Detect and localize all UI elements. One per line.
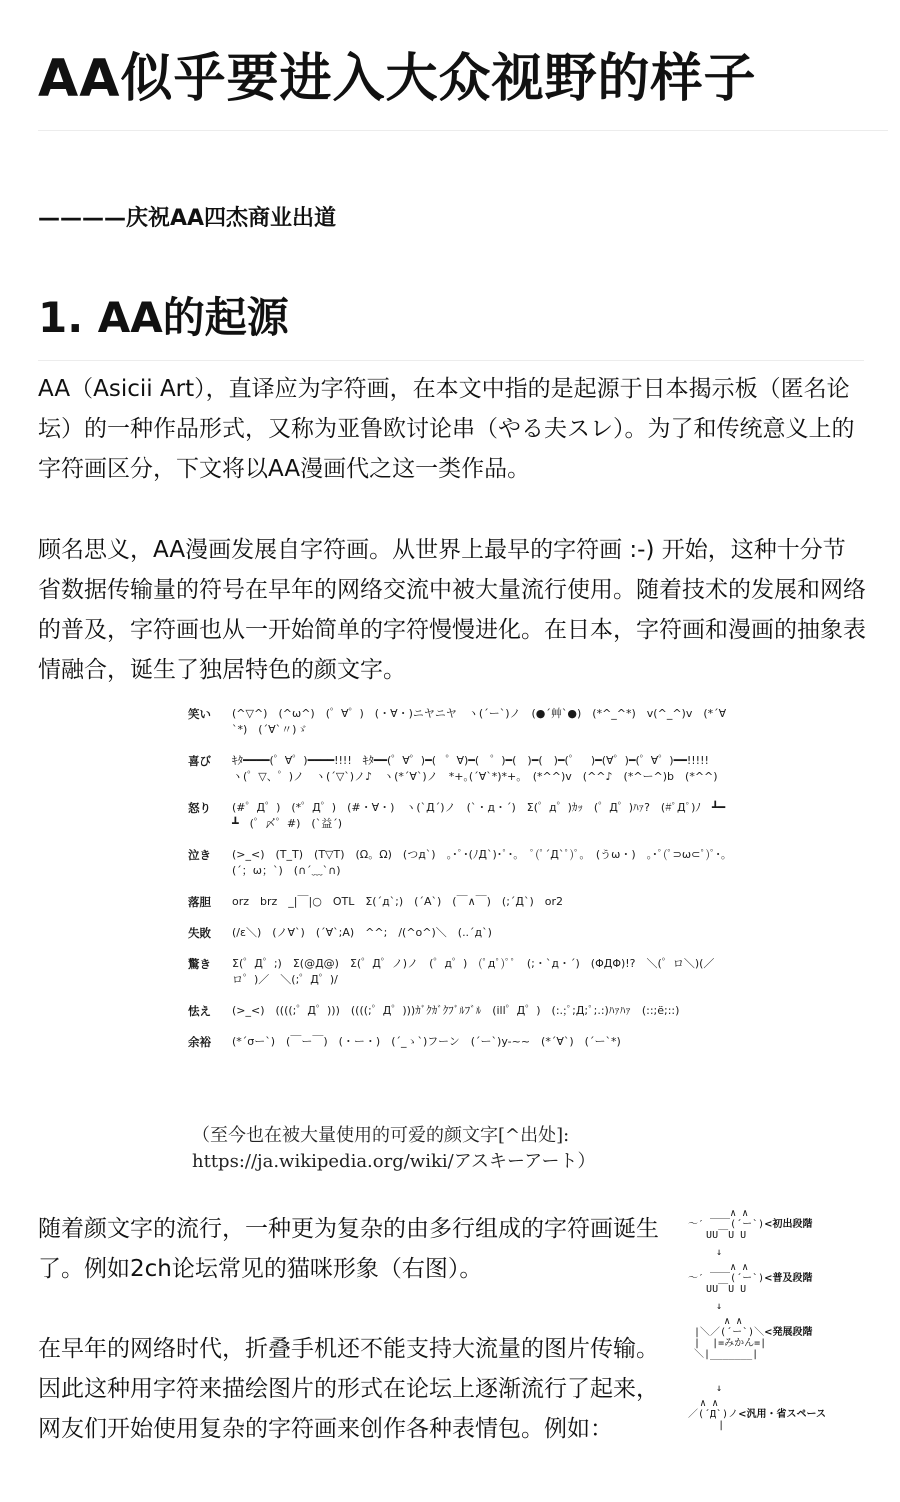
cat-feet: UU￣U U — [688, 1284, 747, 1295]
paragraph-early-internet: 在早年的网络时代，折叠手机还不能支持大流量的图片传输。因此这种用字符来描绘图片的形式在论坛上逐渐流行了起来，网友们开始使用复杂的字符画来创作各种表情包。例如： — [38, 1336, 659, 1442]
emoticon-caption: （至今也在被大量使用的可爱的颜文字[^出处]: https://ja.wikipedia.org/wiki/アスキーアート） — [192, 1125, 596, 1172]
page-title: AA似乎要进入大众视野的样子 — [38, 49, 757, 109]
cat-stage-label: <初出段階 — [764, 1219, 813, 1230]
cat-feet: | |=みかん=| ＼|_______| — [694, 1338, 767, 1360]
emoticon-row — [188, 800, 728, 832]
cat-art: ∧ ∧ ～′ ￣￣(´ー`) — [688, 1262, 765, 1284]
emoticon-category: 喜び — [188, 754, 211, 768]
paragraph-aa-history: 顾名思义，AA漫画发展自字符画。从世界上最早的字符画 :-) 开始，这种十分节省数据传输量的符号在早年的网络交流中被大量流行使用。随着技术的发展和网络的普及，字符画也从一开始简单的字符慢慢进化。在日本，字符画和漫画的抽象表情融合，诞生了独居特色的颜文字。 — [38, 537, 866, 683]
emoticon-category: 落胆 — [188, 895, 211, 909]
title-divider — [38, 130, 888, 131]
emoticon-table-image — [188, 706, 738, 1065]
emoticon-list: (*´σー`) (￣ー￣) (・ー・) (´_ゝ`)フーン (´ー`)y-~~ (*´∀`) (´ー`*) — [232, 1035, 621, 1048]
section-heading: 1. AA的起源 — [38, 293, 289, 342]
down-arrow-icon: ↓ — [716, 1383, 723, 1394]
cat-evolution-image — [688, 1208, 888, 1440]
down-arrow-icon: ↓ — [716, 1301, 723, 1312]
emoticon-list: ｷﾀ━━━━(゜∀゜)━━━━!!!! ｷﾀ━━(゜∀゜)━( ゜∀)━( ゜)━( )━( )━(゜ )━(∀゜)━(゜∀゜)━━!!!!! ヽ(゜▽、゜)ノ ヽ(´▽`)ノ♪ ヽ(*´∀`)ノ *+｡(´∀`*)*+｡ (*^^)v (^^♪ (*^ー^)b (*^^) — [232, 754, 720, 783]
emoticon-row — [188, 894, 728, 910]
down-arrow-icon: ↓ — [716, 1247, 723, 1258]
paragraph-aa-definition: AA（Asicii Art），直译应为字符画，在本文中指的是起源于日本揭示板（匿名论坛）的一种作品形式，又称为亚鲁欧讨论串（やる夫スレ）。为了和传统意义上的字符画区分，下文将以AA漫画代之这一类作品。 — [38, 376, 855, 482]
emoticon-list: (>_<) (T_T) (T▽T) (Ω。Ω) (つд`) ｡･ﾟ･(ﾉД`)･ﾟ･｡ ﾟ(ﾟ´Д`ﾟ)ﾟ｡ (うω・) ｡･ﾟ(ﾟ⊃ω⊂ﾟ)ﾟ･｡ (´；ω；`) (∩´﹏`∩) — [232, 848, 738, 877]
section-divider — [38, 360, 864, 361]
emoticon-category: 失敗 — [188, 926, 211, 940]
emoticon-row — [188, 956, 728, 988]
emoticon-list: (/ε＼) (ノ∀`) (´∀`;A) ^^; /(^o^)＼ (..´д`) — [232, 926, 492, 939]
cat-stage — [688, 1262, 888, 1295]
emoticon-list: orz brz _|￣|○ OTL Σ(´д`;) (´A`) (￣∧￣) (;´Д`) or2 — [232, 895, 564, 908]
emoticon-category: 驚き — [188, 957, 211, 971]
emoticon-list: (^▽^) (^ω^) (゜∀゜) (・∀・)ニヤニヤ ヽ(´ー`)ノ (●´艸`●) (*^_^*) v(^_^)v (*´∀`*) (´∀`〃)ゞ — [232, 707, 727, 736]
emoticon-category: 怒り — [188, 801, 211, 815]
cat-art: ∧ ∧ |＼／(´ー`)＼ — [694, 1316, 765, 1338]
emoticon-category: 笑い — [188, 707, 211, 721]
cat-stage — [688, 1208, 888, 1241]
emoticon-category: 怯え — [188, 1004, 211, 1018]
cat-feet: UU￣U U — [688, 1230, 747, 1241]
subtitle: ————庆祝AA四杰商业出道 — [38, 206, 337, 231]
cat-art: ∧ ∧ ／(´Д`)ノ — [688, 1398, 739, 1420]
cat-stage — [688, 1398, 888, 1431]
emoticon-row — [188, 925, 728, 941]
emoticon-list: (>_<) ((((;゜Д゜))) ((((;゜Д゜)))ｶﾞｸｶﾞｸﾌﾞﾙﾌﾞﾙ (ill゜Д゜) (:.;ﾟ;Д;ﾟ;.:)ﾊｧﾊｧ (::;ё;::) — [232, 1004, 680, 1017]
paragraph-multiline-aa: 随着颜文字的流行，一种更为复杂的由多行组成的字符画诞生了。例如2ch论坛常见的猫咪形象（右图）。 — [38, 1216, 659, 1282]
emoticon-row — [188, 753, 728, 785]
emoticon-row — [188, 847, 738, 879]
cat-stage-label: <普及段階 — [764, 1273, 813, 1284]
cat-stage — [688, 1316, 888, 1360]
emoticon-row — [188, 1034, 728, 1050]
emoticon-row — [188, 1003, 728, 1019]
emoticon-category: 泣き — [188, 848, 211, 862]
cat-feet: | — [688, 1420, 725, 1431]
emoticon-list: (#゜Д゜) (*゜Д゜) (#・∀・) ヽ(`Д´)ノ (`・д・´) Σ(゜д゜)ｶｯ (゜Д゜)ﾊｧ? (#ﾟДﾟ)ﾉ ┻━┻ (゜〆゜#) (`益´) — [232, 801, 726, 830]
emoticon-row — [188, 706, 728, 738]
cat-art: ∧ ∧ ～′ ￣￣(´ー`) — [688, 1208, 765, 1230]
emoticon-list: Σ(゜Д゜;) Σ(@Д@) Σ(゜Д゜ノ)ノ (゜д゜) (ﾟдﾟ)ﾟﾟ (;・`д・´) (ΦДΦ)!? ＼(゜ロ＼)(／ロ゜)／ ＼(;゜Д゜)/ — [232, 957, 715, 986]
emoticon-category: 余裕 — [188, 1035, 211, 1049]
cat-stage-label: <発展段階 — [764, 1327, 813, 1338]
cat-stage-label: <汎用・省スペース — [738, 1409, 826, 1420]
